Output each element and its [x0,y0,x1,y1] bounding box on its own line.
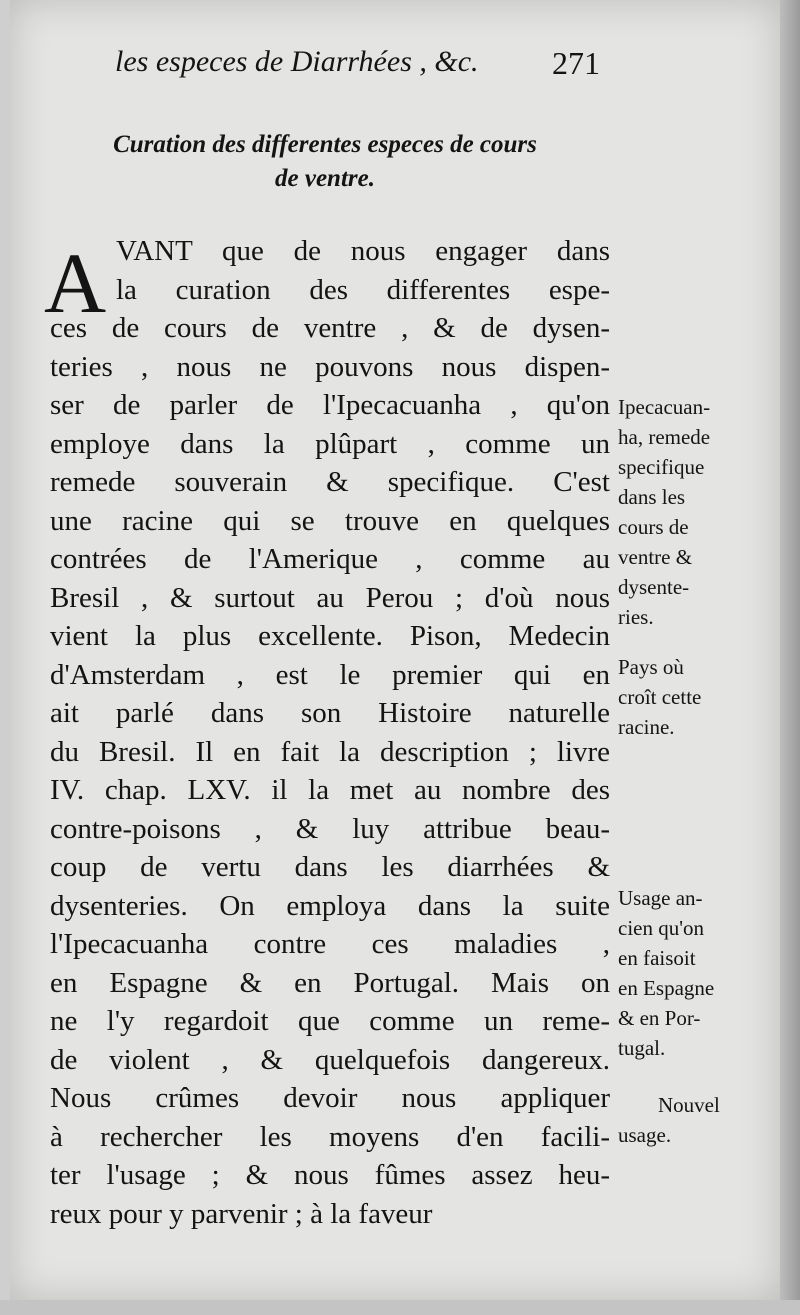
body-line: ter l'usage ; & nous fûmes assez heu- [50,1159,610,1191]
page-number: 271 [552,45,600,81]
body-line: en Espagne & en Portugal. Mais on [50,966,610,999]
body-line: Nous crûmes devoir nous appliquer [50,1082,610,1114]
margin-note-line: croît cette [618,685,702,709]
body-line: employe dans la plûpart , comme un [50,427,610,460]
section-title-line-1: Curation des differentes especes de cours [113,131,537,158]
margin-note-line: ries. [618,605,654,629]
margin-note-line: en Espagne [618,976,715,1000]
section-title [55,128,595,196]
body-line: ait parlé dans son Histoire naturelle [50,697,610,729]
body-line: de violent , & quelquefois dangereux. [50,1043,610,1076]
drop-cap: A [44,235,107,331]
body-line: remede souverain & specifique. C'est [50,466,610,498]
margin-note-line: cours de [618,515,689,539]
margin-note-usage-ancien [618,883,768,1063]
margin-note-line: dans les [618,485,686,509]
margin-note-line: ha, remede [618,425,711,449]
margin-note-line: Usage an- [618,886,703,910]
body-line: VANT que de nous engager dans [116,235,610,267]
body-line: IV. chap. LXV. il la met au nombre des [50,774,610,806]
margin-note-line: en faisoit [618,946,696,970]
body-line: contre-poisons , & luy attribue beau- [50,812,610,845]
margin-note-line: dysente- [618,575,690,599]
margin-note-line: racine. [618,715,675,739]
margin-note-line: tugal. [618,1036,666,1060]
page-bottom-edge [0,1300,800,1315]
body-line: une racine qui se trouve en quelques [50,504,610,537]
margin-note-line: Pays où [618,655,684,679]
body-paragraph [50,232,610,1233]
running-title: les especes de Diarrhées , &c. [115,45,479,78]
body-line: contrées de l'Amerique , comme au [50,543,610,575]
margin-note-pays [618,652,768,742]
margin-note-line: ventre & [618,545,693,569]
body-line: du Bresil. Il en fait la description ; livre [50,735,610,768]
margin-note-line: specifique [618,455,705,479]
body-line: coup de vertu dans les diarrhées & [50,851,610,883]
margin-note-line: & en Por- [618,1006,701,1030]
body-line: vient la plus excellente. Pison, Medecin [50,620,610,652]
margin-note-line: cien qu'on [618,916,705,940]
margin-note-line: usage. [618,1123,672,1147]
body-line: Bresil , & surtout au Perou ; d'où nous [50,581,610,614]
body-line: reux pour y parvenir ; à la faveur [50,1197,433,1230]
page-edge [780,0,800,1315]
body-line: à rechercher les moyens d'en facili- [50,1120,610,1153]
running-header [115,45,600,79]
body-line: ser de parler de l'Ipecacuanha , qu'on [50,389,610,421]
body-line: ces de cours de ventre , & de dysen- [50,312,610,344]
body-line: la curation des differentes espe- [116,273,610,306]
body-line: d'Amsterdam , est le premier qui en [50,658,610,691]
margin-note-nouvel-usage [618,1090,768,1150]
body-line: ne l'y regardoit que comme un reme- [50,1005,610,1037]
section-title-line-2: de ventre. [275,165,375,192]
body-line: teries , nous ne pouvons nous dispen- [50,350,610,383]
margin-note-line: Ipecacuan- [618,395,711,419]
body-line: l'Ipecacuanha contre ces maladies , [50,928,610,960]
margin-note-line: Nouvel [658,1093,720,1117]
margin-note-ipecacuanha [618,392,768,632]
body-line: dysenteries. On employa dans la suite [50,889,610,922]
